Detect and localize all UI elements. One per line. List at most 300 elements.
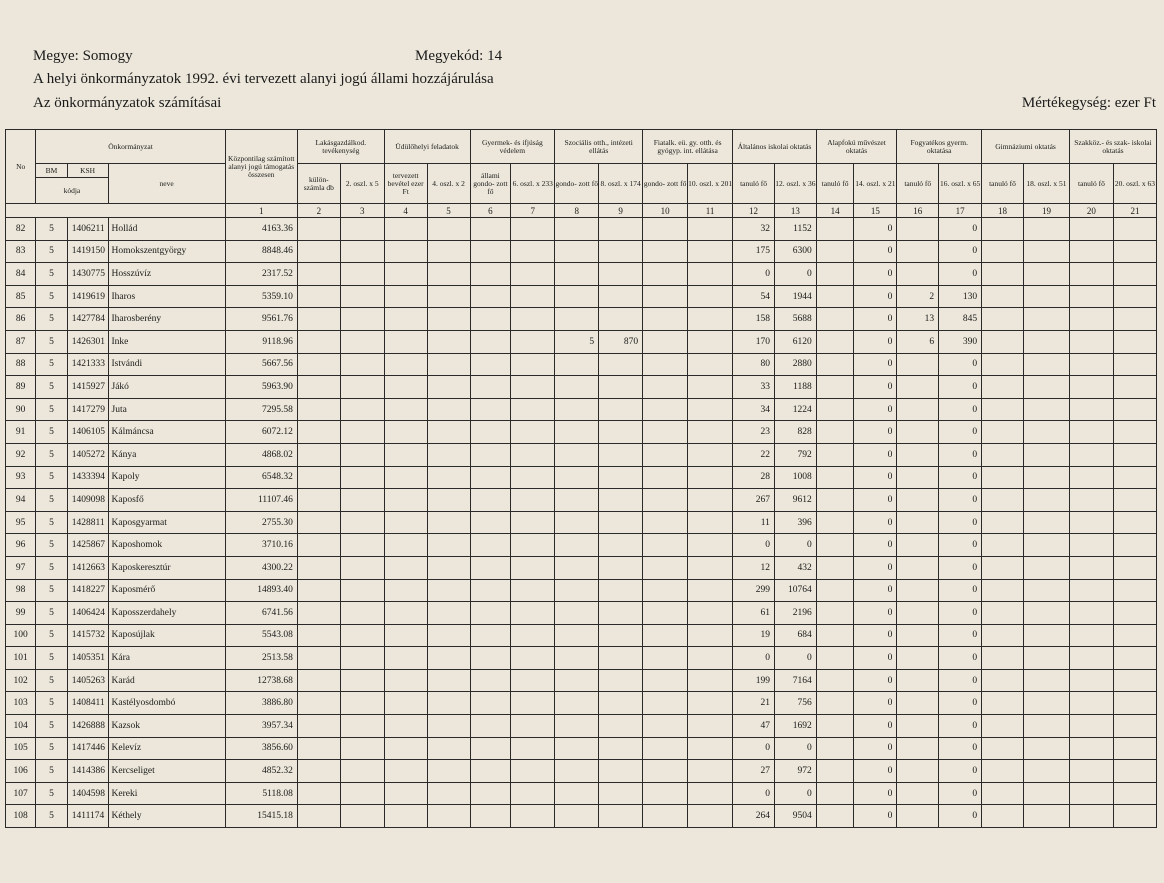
sub-14: tanuló fő — [816, 164, 854, 204]
cell-empty — [982, 782, 1024, 805]
cell-c13: 6300 — [774, 240, 816, 263]
cell-empty — [340, 534, 384, 557]
unit-label: Mértékegység: ezer Ft — [1021, 95, 1156, 111]
cell-c9 — [599, 715, 643, 738]
table-row — [6, 443, 1157, 466]
cell-empty — [511, 624, 555, 647]
cell-empty — [470, 489, 511, 512]
cell-c8 — [555, 579, 599, 602]
cell-empty — [297, 805, 340, 828]
cell-no: 103 — [6, 692, 36, 715]
cell-c17: 0 — [939, 263, 982, 286]
cell-empty — [1023, 308, 1069, 331]
table-row — [6, 466, 1157, 489]
cell-empty — [643, 602, 688, 625]
cell-ksh: 1415732 — [67, 624, 108, 647]
cell-c15: 0 — [854, 263, 897, 286]
cell-empty — [470, 240, 511, 263]
cell-c16: 2 — [897, 285, 939, 308]
cell-ksh: 1417446 — [67, 737, 108, 760]
cell-c17: 0 — [939, 737, 982, 760]
cell-c9 — [599, 353, 643, 376]
cell-c9 — [599, 579, 643, 602]
cell-ksh: 1408411 — [67, 692, 108, 715]
cell-empty — [297, 534, 340, 557]
col-kozponti: Központilag számított alanyi jogú támogatás összesen — [225, 130, 297, 204]
cell-c8 — [555, 263, 599, 286]
cell-empty — [1069, 421, 1113, 444]
cell-empty — [688, 218, 733, 241]
cell-empty — [1023, 511, 1069, 534]
cell-total: 9561.76 — [225, 308, 297, 331]
cell-empty — [982, 443, 1024, 466]
cell-c9 — [599, 218, 643, 241]
cell-empty — [340, 760, 384, 783]
cell-empty — [1113, 263, 1156, 286]
cell-c9 — [599, 805, 643, 828]
cell-empty — [643, 760, 688, 783]
cell-empty — [470, 421, 511, 444]
cell-empty — [384, 218, 427, 241]
cell-empty — [384, 376, 427, 399]
cell-c8 — [555, 308, 599, 331]
cell-empty — [470, 805, 511, 828]
cell-c12: 11 — [733, 511, 775, 534]
cell-empty — [1023, 240, 1069, 263]
cell-empty — [1023, 556, 1069, 579]
cell-c16 — [897, 398, 939, 421]
cell-c9 — [599, 760, 643, 783]
cell-empty — [427, 353, 470, 376]
cell-c13: 1224 — [774, 398, 816, 421]
cell-c8 — [555, 489, 599, 512]
cell-empty — [1023, 805, 1069, 828]
cell-c8 — [555, 602, 599, 625]
cell-c16: 13 — [897, 308, 939, 331]
sub-16: tanuló fő — [897, 164, 939, 204]
cell-empty — [340, 805, 384, 828]
sub-10: gondo- zott fő — [643, 164, 688, 204]
cell-empty — [1023, 602, 1069, 625]
table-row — [6, 556, 1157, 579]
cell-empty — [511, 421, 555, 444]
cell-c16 — [897, 511, 939, 534]
cell-empty — [427, 466, 470, 489]
cell-name: Kaposhomok — [108, 534, 225, 557]
cell-bm: 5 — [36, 263, 67, 286]
cell-empty — [384, 669, 427, 692]
colnum: 8 — [555, 204, 599, 218]
col-szocialis: Szociális otth., intézeti ellátás — [555, 130, 643, 164]
cell-empty — [643, 647, 688, 670]
cell-total: 6548.32 — [225, 466, 297, 489]
cell-empty — [1069, 263, 1113, 286]
cell-empty — [816, 421, 854, 444]
cell-empty — [1023, 263, 1069, 286]
colnum: 19 — [1023, 204, 1069, 218]
cell-empty — [1113, 782, 1156, 805]
cell-empty — [643, 308, 688, 331]
cell-no: 95 — [6, 511, 36, 534]
cell-empty — [643, 669, 688, 692]
cell-empty — [1023, 218, 1069, 241]
cell-empty — [1069, 534, 1113, 557]
cell-c16 — [897, 669, 939, 692]
cell-empty — [643, 782, 688, 805]
cell-empty — [470, 760, 511, 783]
cell-empty — [1113, 308, 1156, 331]
cell-empty — [1069, 218, 1113, 241]
cell-empty — [816, 489, 854, 512]
colnum: 1 — [225, 204, 297, 218]
cell-empty — [1023, 782, 1069, 805]
cell-empty — [1023, 692, 1069, 715]
cell-empty — [340, 782, 384, 805]
cell-empty — [982, 511, 1024, 534]
cell-empty — [384, 715, 427, 738]
cell-c17: 0 — [939, 398, 982, 421]
colnum: 9 — [599, 204, 643, 218]
cell-empty — [982, 737, 1024, 760]
cell-bm: 5 — [36, 466, 67, 489]
cell-empty — [384, 737, 427, 760]
table-row — [6, 647, 1157, 670]
cell-empty — [982, 218, 1024, 241]
column-number-row — [6, 204, 1157, 218]
cell-total: 6072.12 — [225, 421, 297, 444]
cell-c13: 1188 — [774, 376, 816, 399]
cell-c9: 870 — [599, 330, 643, 353]
cell-total: 4852.32 — [225, 760, 297, 783]
colnum: 2 — [297, 204, 340, 218]
cell-c16 — [897, 692, 939, 715]
cell-bm: 5 — [36, 737, 67, 760]
cell-empty — [470, 556, 511, 579]
cell-empty — [688, 421, 733, 444]
cell-empty — [816, 308, 854, 331]
cell-empty — [982, 466, 1024, 489]
table-row — [6, 511, 1157, 534]
cell-empty — [1113, 647, 1156, 670]
cell-c13: 1008 — [774, 466, 816, 489]
cell-empty — [427, 263, 470, 286]
cell-c13: 432 — [774, 556, 816, 579]
cell-empty — [384, 782, 427, 805]
cell-ksh: 1421333 — [67, 353, 108, 376]
cell-total: 4163.36 — [225, 218, 297, 241]
cell-empty — [643, 534, 688, 557]
cell-bm: 5 — [36, 760, 67, 783]
cell-c12: 264 — [733, 805, 775, 828]
sub-9: 8. oszl. x 174 — [599, 164, 643, 204]
cell-bm: 5 — [36, 602, 67, 625]
cell-empty — [384, 760, 427, 783]
sub-11: 10. oszl. x 201 — [688, 164, 733, 204]
cell-c12: 0 — [733, 534, 775, 557]
cell-c13: 0 — [774, 263, 816, 286]
cell-ksh: 1405272 — [67, 443, 108, 466]
cell-empty — [816, 353, 854, 376]
cell-empty — [427, 443, 470, 466]
cell-empty — [816, 466, 854, 489]
cell-empty — [816, 263, 854, 286]
cell-name: Kastélyosdombó — [108, 692, 225, 715]
col-neve: neve — [108, 164, 225, 204]
cell-c12: 158 — [733, 308, 775, 331]
cell-c17: 0 — [939, 579, 982, 602]
cell-empty — [1023, 534, 1069, 557]
sub-19: 18. oszl. x 51 — [1023, 164, 1069, 204]
col-alapfoku: Alapfokú művészet oktatás — [816, 130, 897, 164]
cell-empty — [643, 218, 688, 241]
cell-c16 — [897, 353, 939, 376]
table-row — [6, 330, 1157, 353]
cell-empty — [427, 398, 470, 421]
cell-empty — [384, 353, 427, 376]
cell-empty — [297, 443, 340, 466]
cell-empty — [688, 737, 733, 760]
cell-c17: 0 — [939, 240, 982, 263]
cell-empty — [1113, 218, 1156, 241]
cell-empty — [816, 240, 854, 263]
cell-no: 86 — [6, 308, 36, 331]
cell-c8 — [555, 398, 599, 421]
cell-empty — [340, 579, 384, 602]
cell-c17: 0 — [939, 218, 982, 241]
cell-total: 5118.08 — [225, 782, 297, 805]
cell-empty — [384, 263, 427, 286]
cell-bm: 5 — [36, 556, 67, 579]
cell-name: Kaposgyarmat — [108, 511, 225, 534]
sub-20: tanuló fő — [1069, 164, 1113, 204]
cell-total: 14893.40 — [225, 579, 297, 602]
cell-c8 — [555, 692, 599, 715]
cell-c13: 684 — [774, 624, 816, 647]
cell-name: Kaposszerdahely — [108, 602, 225, 625]
cell-empty — [340, 489, 384, 512]
cell-empty — [340, 466, 384, 489]
cell-c8 — [555, 647, 599, 670]
cell-c12: 0 — [733, 782, 775, 805]
cell-c8 — [555, 805, 599, 828]
cell-empty — [643, 263, 688, 286]
cell-empty — [688, 692, 733, 715]
cell-total: 2755.30 — [225, 511, 297, 534]
cell-empty — [427, 782, 470, 805]
cell-c15: 0 — [854, 376, 897, 399]
cell-empty — [1023, 376, 1069, 399]
cell-empty — [340, 443, 384, 466]
cell-empty — [1069, 805, 1113, 828]
cell-c13: 0 — [774, 647, 816, 670]
cell-empty — [1113, 579, 1156, 602]
cell-empty — [688, 489, 733, 512]
cell-empty — [1069, 602, 1113, 625]
cell-empty — [982, 715, 1024, 738]
cell-c15: 0 — [854, 805, 897, 828]
cell-c17: 0 — [939, 805, 982, 828]
cell-c12: 170 — [733, 330, 775, 353]
cell-empty — [511, 602, 555, 625]
cell-empty — [982, 579, 1024, 602]
cell-c15: 0 — [854, 511, 897, 534]
cell-empty — [511, 692, 555, 715]
cell-c16 — [897, 715, 939, 738]
cell-no: 92 — [6, 443, 36, 466]
cell-c16 — [897, 782, 939, 805]
cell-empty — [340, 376, 384, 399]
sub-13: 12. oszl. x 36 — [774, 164, 816, 204]
cell-ksh: 1419150 — [67, 240, 108, 263]
cell-no: 87 — [6, 330, 36, 353]
cell-ksh: 1406424 — [67, 602, 108, 625]
table-row — [6, 737, 1157, 760]
cell-empty — [1113, 556, 1156, 579]
cell-total: 5963.90 — [225, 376, 297, 399]
cell-c13: 792 — [774, 443, 816, 466]
cell-empty — [816, 443, 854, 466]
cell-empty — [1113, 398, 1156, 421]
cell-total: 15415.18 — [225, 805, 297, 828]
cell-c12: 28 — [733, 466, 775, 489]
cell-c13: 2880 — [774, 353, 816, 376]
cell-empty — [297, 647, 340, 670]
col-fiatalk: Fiatalk. eü. gy. otth. és gyógyp. int. ellátása — [643, 130, 733, 164]
cell-name: Kálmáncsa — [108, 421, 225, 444]
cell-c16 — [897, 760, 939, 783]
cell-empty — [816, 737, 854, 760]
cell-total: 3957.34 — [225, 715, 297, 738]
colnum: 17 — [939, 204, 982, 218]
cell-empty — [297, 285, 340, 308]
cell-empty — [1113, 511, 1156, 534]
cell-empty — [297, 330, 340, 353]
cell-empty — [470, 353, 511, 376]
cell-no: 101 — [6, 647, 36, 670]
cell-empty — [688, 263, 733, 286]
cell-empty — [511, 376, 555, 399]
cell-empty — [511, 353, 555, 376]
colnum: 18 — [982, 204, 1024, 218]
cell-c8 — [555, 240, 599, 263]
cell-name: Inke — [108, 330, 225, 353]
cell-empty — [297, 715, 340, 738]
cell-empty — [643, 421, 688, 444]
sub-15: 14. oszl. x 21 — [854, 164, 897, 204]
cell-empty — [340, 263, 384, 286]
cell-c8 — [555, 556, 599, 579]
cell-c15: 0 — [854, 782, 897, 805]
cell-c17: 0 — [939, 443, 982, 466]
cell-empty — [1069, 353, 1113, 376]
cell-c12: 22 — [733, 443, 775, 466]
cell-empty — [297, 489, 340, 512]
cell-c17: 0 — [939, 556, 982, 579]
table-row — [6, 308, 1157, 331]
cell-empty — [643, 285, 688, 308]
cell-c9 — [599, 489, 643, 512]
cell-no: 96 — [6, 534, 36, 557]
cell-c8 — [555, 218, 599, 241]
cell-no: 100 — [6, 624, 36, 647]
table-body — [6, 218, 1157, 828]
table-row — [6, 692, 1157, 715]
cell-name: Kaposmérő — [108, 579, 225, 602]
cell-bm: 5 — [36, 782, 67, 805]
cell-empty — [688, 353, 733, 376]
cell-empty — [688, 285, 733, 308]
cell-c15: 0 — [854, 443, 897, 466]
table-row — [6, 805, 1157, 828]
cell-empty — [1069, 579, 1113, 602]
cell-empty — [470, 647, 511, 670]
cell-c9 — [599, 285, 643, 308]
cell-empty — [688, 556, 733, 579]
cell-empty — [643, 715, 688, 738]
cell-empty — [470, 624, 511, 647]
cell-empty — [511, 240, 555, 263]
cell-empty — [297, 376, 340, 399]
cell-no: 104 — [6, 715, 36, 738]
col-ksh: KSH — [67, 164, 108, 178]
cell-c9 — [599, 511, 643, 534]
cell-c16 — [897, 805, 939, 828]
cell-empty — [688, 376, 733, 399]
cell-empty — [982, 534, 1024, 557]
cell-name: Kára — [108, 647, 225, 670]
cell-bm: 5 — [36, 805, 67, 828]
cell-empty — [688, 443, 733, 466]
cell-name: Kapoly — [108, 466, 225, 489]
cell-empty — [384, 579, 427, 602]
col-altalanos: Általános iskolai oktatás — [733, 130, 817, 164]
colnum: 4 — [384, 204, 427, 218]
cell-empty — [384, 624, 427, 647]
cell-c16 — [897, 421, 939, 444]
cell-name: Istvándi — [108, 353, 225, 376]
cell-c9 — [599, 240, 643, 263]
cell-no: 97 — [6, 556, 36, 579]
sub-3: 2. oszl. x 5 — [340, 164, 384, 204]
cell-empty — [340, 240, 384, 263]
cell-empty — [384, 398, 427, 421]
cell-bm: 5 — [36, 443, 67, 466]
cell-empty — [340, 602, 384, 625]
cell-empty — [427, 647, 470, 670]
cell-total: 3886.80 — [225, 692, 297, 715]
col-gyermek: Gyermek- és ifjúság védelem — [470, 130, 555, 164]
cell-empty — [1023, 737, 1069, 760]
cell-ksh: 1430775 — [67, 263, 108, 286]
col-lakas: Lakásgazdálkod. tevékenység — [297, 130, 384, 164]
cell-name: Iharos — [108, 285, 225, 308]
cell-empty — [340, 511, 384, 534]
col-fogyatekos: Fogyatékos gyerm. oktatása — [897, 130, 982, 164]
cell-c16: 6 — [897, 330, 939, 353]
document-subtitle: Az önkormányzatok számításai — [33, 95, 222, 111]
colnum: 11 — [688, 204, 733, 218]
cell-empty — [340, 421, 384, 444]
cell-empty — [470, 737, 511, 760]
cell-empty — [1023, 443, 1069, 466]
cell-c9 — [599, 308, 643, 331]
cell-empty — [643, 511, 688, 534]
cell-empty — [511, 511, 555, 534]
cell-empty — [1069, 760, 1113, 783]
sub-17: 16. oszl. x 65 — [939, 164, 982, 204]
cell-empty — [297, 421, 340, 444]
cell-bm: 5 — [36, 421, 67, 444]
